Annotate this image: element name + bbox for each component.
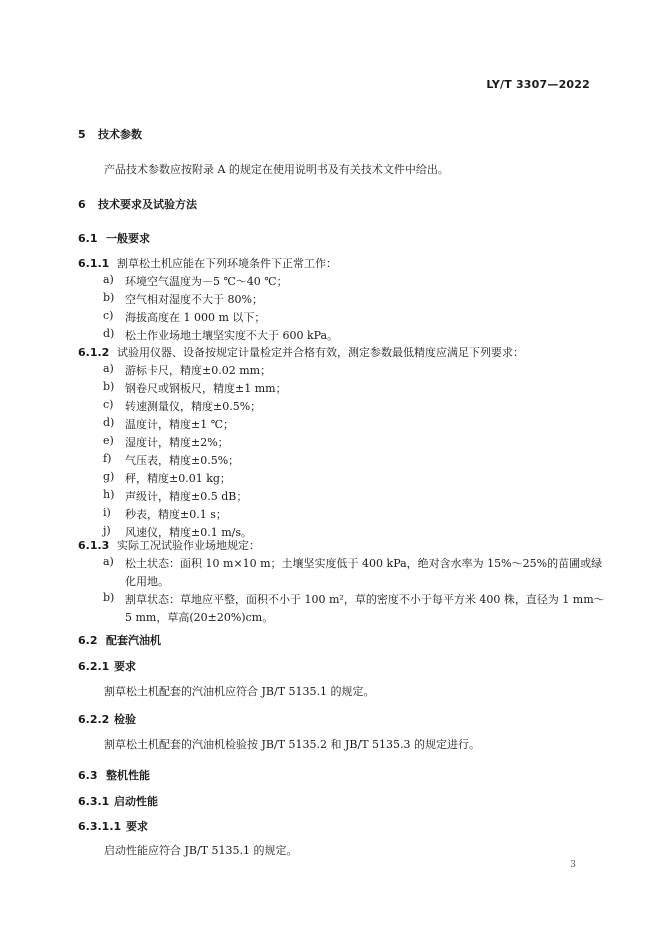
section-title: 启动性能	[114, 795, 158, 808]
clause-6-1-3	[78, 537, 260, 553]
clause-text: 割草松土机应能在下列环境条件下正常工作：	[117, 257, 337, 270]
section-title: 配套汽油机	[106, 634, 161, 647]
clause-text: 实际工况试验作业场地规定：	[117, 539, 260, 552]
section-title: 整机性能	[106, 769, 150, 782]
section-title: 技术要求及试验方法	[98, 198, 197, 211]
section-5-paragraph: 产品技术参数应按附录 A 的规定在使用说明书及有关技术文件中给出。	[104, 163, 449, 176]
section-title: 技术参数	[98, 128, 142, 141]
section-number: 6.1	[78, 232, 98, 245]
standard-number: LY/T 3307—2022	[486, 78, 590, 91]
section-number: 6.3	[78, 769, 98, 782]
section-6-2-1-paragraph: 割草松土机配套的汽油机应符合 JB/T 5135.1 的规定。	[104, 685, 375, 698]
clause-number: 6.1.2	[78, 346, 110, 359]
section-6-1-heading	[78, 230, 150, 246]
clause-number: 6.1.3	[78, 539, 110, 552]
section-number: 6.2	[78, 634, 98, 647]
section-title: 检验	[114, 713, 136, 726]
clause-text: 试验用仪器、设备按规定计量检定并合格有效，测定参数最低精度应满足下列要求：	[117, 346, 524, 359]
clause-6-1-3-list: a) 松土状态：面积 10 m×10 m；土壤坚实度低于 400 kPa，绝对含水率为 15%～25%的苗圃或绿 化用地。 b) 割草状态：草地应平整，面积不小于 100 m²，草的密度不小于每平方米 400 株，直径为 1 mm～ 5 mm，草高(20±20%)cm。	[103, 555, 605, 624]
section-title: 要求	[114, 660, 136, 673]
section-6-2-2-heading	[78, 711, 136, 727]
clause-6-1-2-list: a) 游标卡尺，精度±0.02 mm； b) 钢卷尺或钢板尺，精度±1 mm； c) 转速测量仪，精度±0.5%； d) 温度计，精度±1 ℃； e) 湿度计，精度±2%； f) 气压表，精度±0.5%； g) 秤，精度±0.01 kg； h) 声级计，精度±0.5 dB； i) 秒表，精度±0.1 s； j) 风速仪，精度±0.1 m/s。	[103, 362, 287, 539]
section-number: 6.2.2	[78, 713, 110, 726]
section-number: 6.2.1	[78, 660, 110, 673]
section-6-2-2-paragraph: 割草松土机配套的汽油机检验按 JB/T 5135.2 和 JB/T 5135.3 的规定进行。	[104, 738, 481, 751]
clause-6-1-2	[78, 344, 524, 360]
section-number: 5	[78, 128, 86, 141]
section-5-heading	[78, 126, 142, 142]
clause-6-1-1	[78, 255, 337, 271]
section-6-3-1-1-paragraph: 启动性能应符合 JB/T 5135.1 的规定。	[104, 844, 298, 857]
section-6-heading	[78, 196, 197, 212]
section-6-2-1-heading	[78, 658, 136, 674]
clause-6-1-1-list: a) 环境空气温度为－5 ℃～40 ℃； b) 空气相对湿度不大于 80%； c) 海拔高度在 1 000 m 以下； d) 松土作业场地土壤坚实度不大于 600 kPa。	[103, 273, 339, 342]
section-title: 要求	[126, 820, 148, 833]
section-6-3-heading	[78, 767, 150, 783]
page-number: 3	[570, 860, 576, 870]
section-number: 6.3.1.1	[78, 820, 122, 833]
section-6-2-heading	[78, 632, 161, 648]
clause-number: 6.1.1	[78, 257, 110, 270]
section-6-3-1-heading	[78, 793, 158, 809]
section-number: 6.3.1	[78, 795, 110, 808]
section-title: 一般要求	[106, 232, 150, 245]
section-6-3-1-1-heading	[78, 818, 148, 834]
section-number: 6	[78, 198, 86, 211]
